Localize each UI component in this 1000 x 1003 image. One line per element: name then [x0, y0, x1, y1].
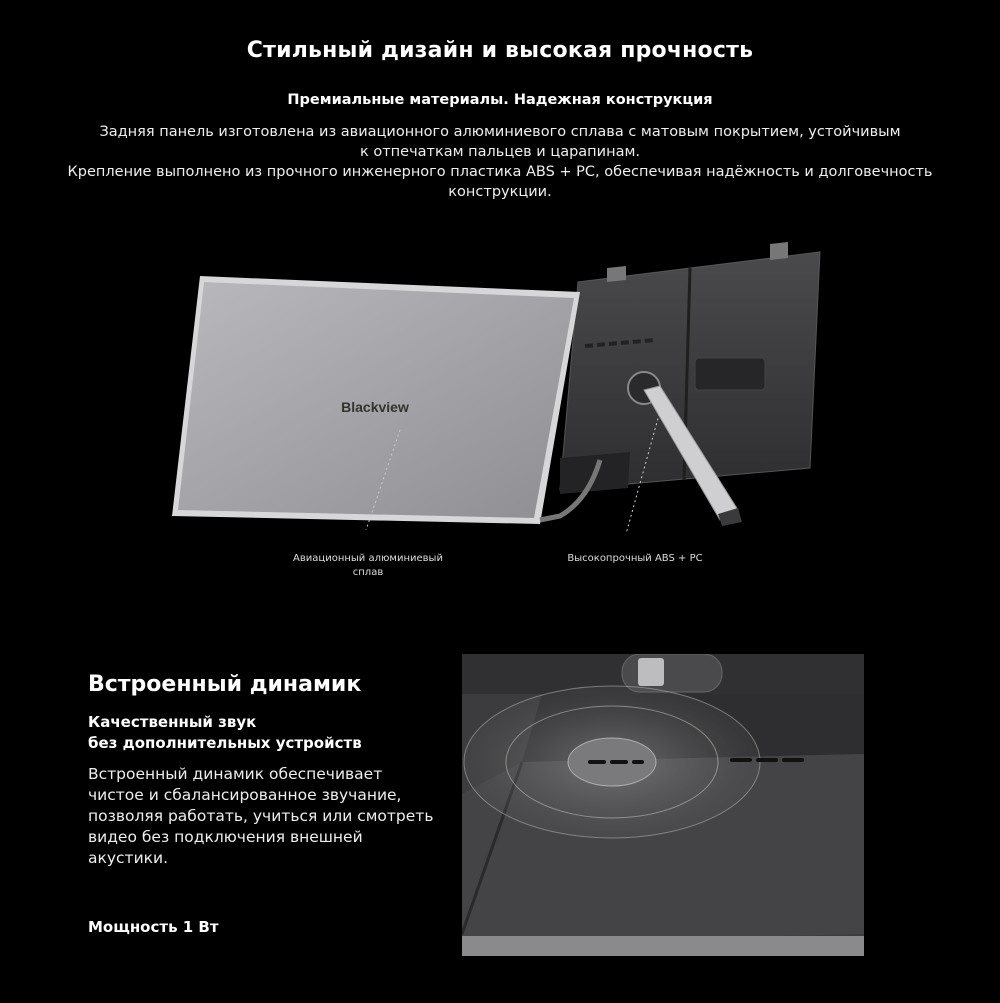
product-image [160, 240, 840, 540]
speaker-description [88, 764, 438, 869]
speaker-description-line: позволяя работать, учиться или смотреть [88, 807, 434, 825]
section-subtitle: Премиальные материалы. Надежная конструкция [287, 92, 713, 108]
caption-aluminium-line1: Авиационный алюминиевый [293, 553, 443, 564]
description-line: Крепление выполнено из прочного инженерного пластика ABS + PC, обеспечивая надёжность и долговечность [67, 164, 933, 180]
speaker-subtitle-line1: Качественный звук [88, 713, 257, 731]
speaker-description-line: Встроенный динамик обеспечивает [88, 765, 383, 783]
brand-logo: Blackview [341, 399, 409, 415]
speaker-image [462, 654, 864, 956]
speaker-description-line: акустики. [88, 849, 169, 867]
caption-aluminium-line2: сплав [352, 567, 384, 578]
speaker-power: Мощность 1 Вт [88, 918, 219, 936]
speaker-subtitle-line2: без дополнительных устройств [88, 734, 362, 752]
description-line: Задняя панель изготовлена из авиационного алюминиевого сплава с матовым покрытием, устойчивым [99, 124, 901, 140]
speaker-description-line: чистое и сбалансированное звучание, [88, 786, 402, 804]
description-line: конструкции. [448, 184, 552, 200]
caption-aluminium [288, 552, 448, 580]
speaker-subtitle [88, 712, 408, 754]
speaker-description-line: видео без подключения внешней [88, 828, 363, 846]
speaker-title: Встроенный динамик [88, 672, 362, 697]
caption-abs: Высокопрочный ABS + PC [567, 553, 703, 564]
description-line: к отпечаткам пальцев и царапинам. [360, 144, 640, 160]
section-title: Стильный дизайн и высокая прочность [246, 38, 754, 63]
